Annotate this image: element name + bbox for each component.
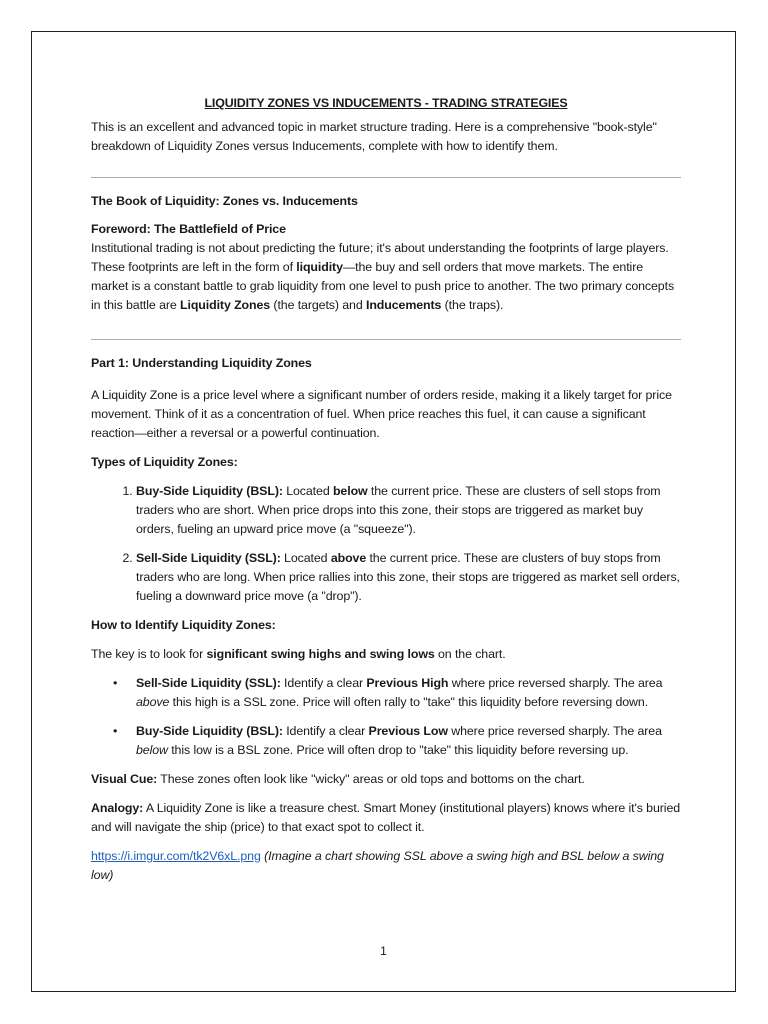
section-divider	[91, 177, 681, 178]
foreword-title: Foreword: The Battlefield of Price	[91, 222, 286, 236]
chart-image-link[interactable]: https://i.imgur.com/tk2V6xL.png	[91, 849, 261, 863]
list-item: 1. Buy-Side Liquidity (BSL): Located below the current price. These are clusters of sell stops from traders who are short. When price drops into this zone, their stops are triggered as market buy orders, fueling an upward price move (a "squeeze").	[136, 482, 681, 539]
bullet-icon: •	[113, 676, 118, 690]
link-caption: (Imagine a chart showing SSL above a swing high and BSL below a swing low)	[91, 849, 664, 882]
section-divider	[91, 339, 681, 340]
definition-paragraph: A Liquidity Zone is a price level where a significant number of orders reside, making it a likely target for price movement. Think of it as a concentration of fuel. When price reaches this fuel, it can cause a significant reaction—either a reversal or a powerful continuation.	[91, 388, 672, 440]
list-item: • Sell-Side Liquidity (SSL): Identify a clear Previous High where price reversed sharply. The area above this high is a SSL zone. Price will often rally to "take" this liquidity before reversing down.	[113, 676, 663, 709]
list-item: 2. Sell-Side Liquidity (SSL): Located above the current price. These are clusters of buy stops from traders who are long. When price rallies into this zone, their stops are triggered as market sell orders, fueling a downward price move (a "drop").	[136, 549, 681, 606]
how-to-identify-heading: How to Identify Liquidity Zones:	[91, 618, 276, 632]
page-number: 1	[380, 944, 387, 958]
page-content	[91, 94, 681, 885]
foreword-paragraph: Institutional trading is not about predicting the future; it's about understanding the footprints of large players. These footprints are left in the form of liquidity—the buy and sell orders that move markets. The entire market is a constant battle to grab liquidity from one level to push price to another. The two primary concepts in this battle are Liquidity Zones (the targets) and Inducements (the traps).	[91, 241, 675, 312]
document-title: LIQUIDITY ZONES VS INDUCEMENTS - TRADING STRATEGIES	[204, 96, 568, 110]
types-list	[91, 482, 681, 606]
bullet-icon: •	[113, 724, 118, 738]
analogy-paragraph: Analogy: A Liquidity Zone is like a treasure chest. Smart Money (institutional players) knows where it's buried and will navigate the ship (price) to that exact spot to collect it.	[91, 801, 681, 834]
book-title: The Book of Liquidity: Zones vs. Inducements	[91, 194, 358, 208]
visual-cue-paragraph: Visual Cue: These zones often look like "wicky" areas or old tops and bottoms on the chart.	[91, 772, 585, 786]
identify-bullet-list	[91, 674, 681, 760]
list-item: • Buy-Side Liquidity (BSL): Identify a clear Previous Low where price reversed sharply. The area below this low is a BSL zone. Price will often drop to "take" this liquidity before reversing up.	[113, 724, 662, 757]
key-paragraph: The key is to look for significant swing highs and swing lows on the chart.	[91, 647, 506, 661]
document-page	[31, 31, 736, 992]
intro-paragraph: This is an excellent and advanced topic in market structure trading. Here is a comprehensive "book-style" breakdown of Liquidity Zones versus Inducements, complete with how to identify them.	[91, 120, 657, 153]
types-heading: Types of Liquidity Zones:	[91, 455, 238, 469]
part-1-title: Part 1: Understanding Liquidity Zones	[91, 356, 312, 370]
chart-link-paragraph	[91, 847, 681, 885]
